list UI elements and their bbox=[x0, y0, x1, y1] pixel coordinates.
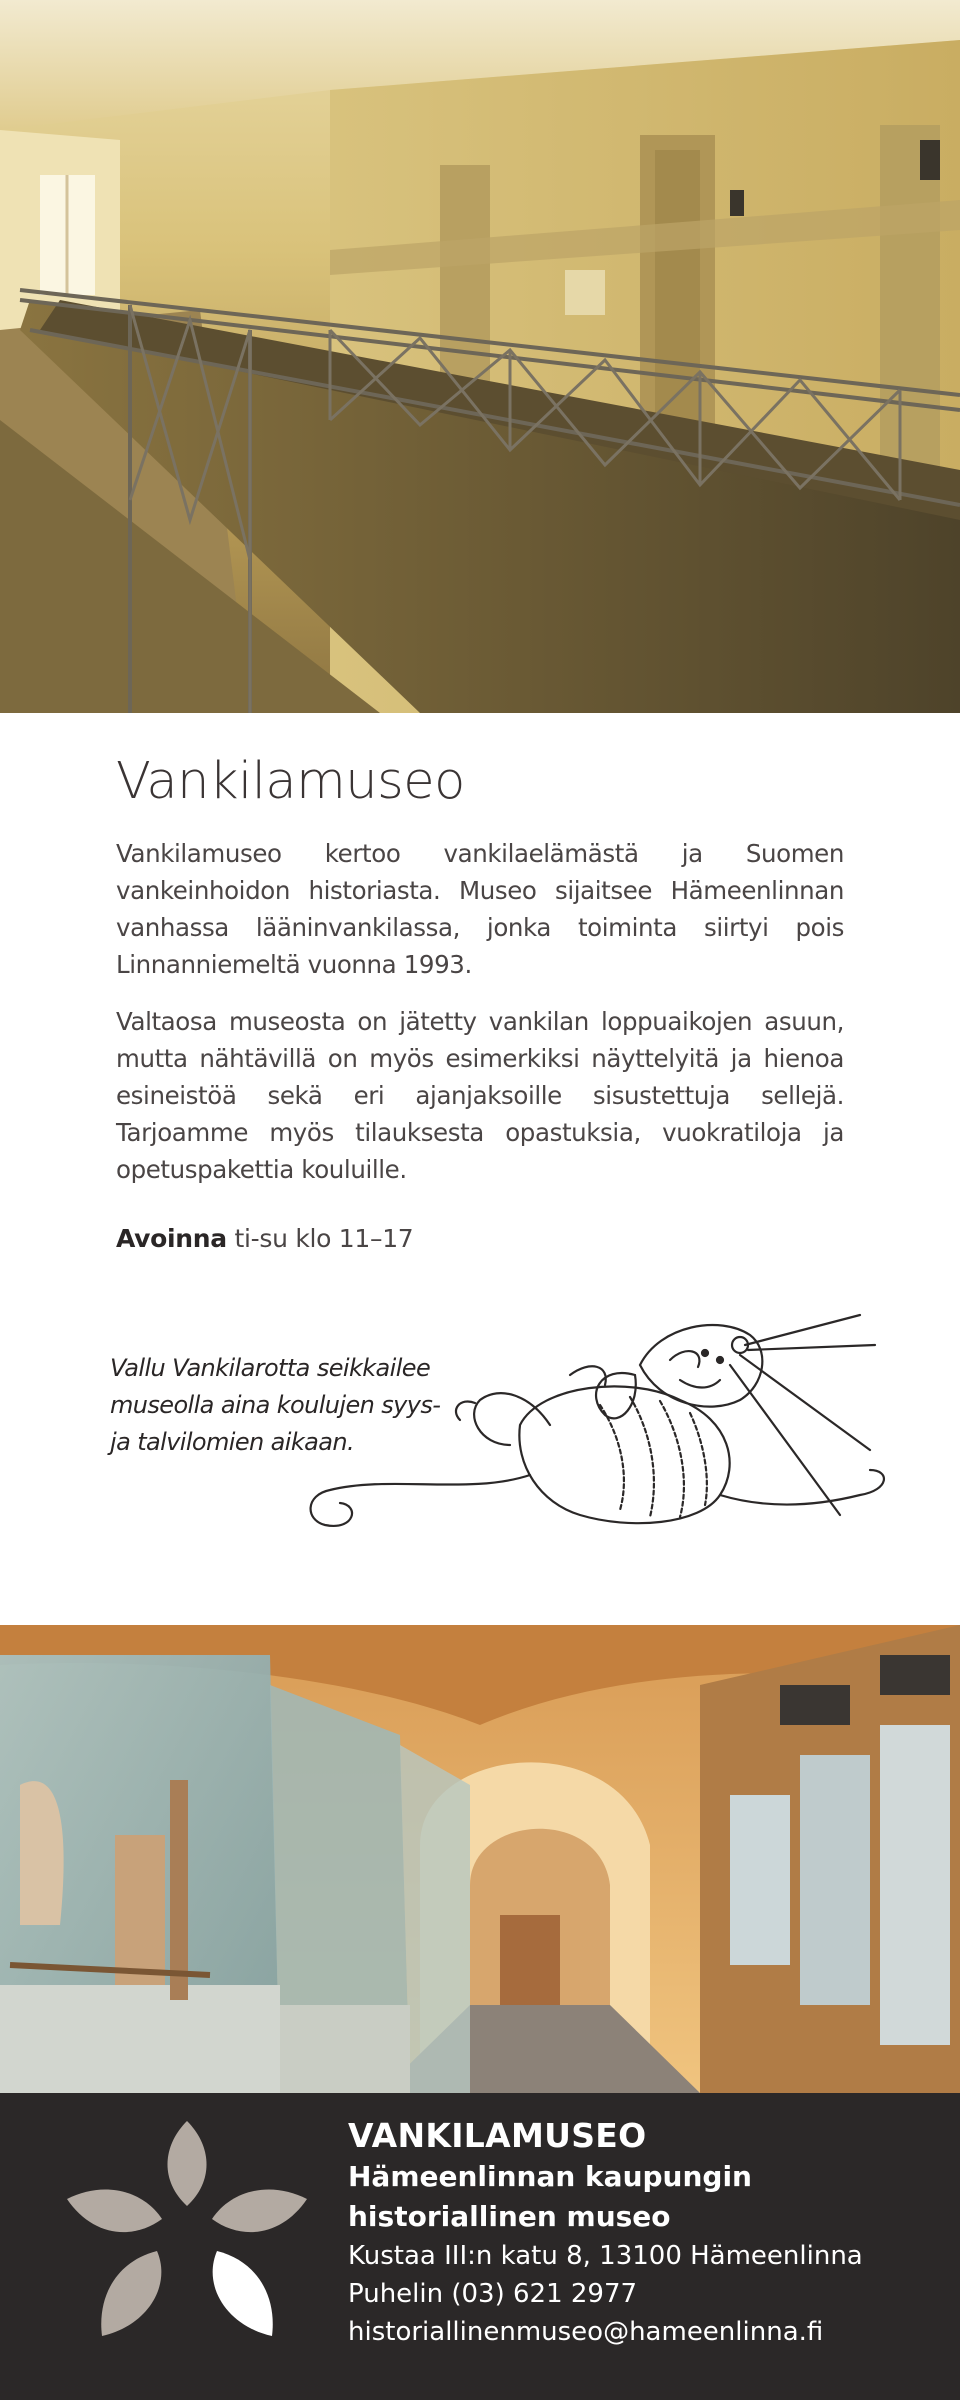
opening-hours-value: ti-su klo 11–17 bbox=[234, 1224, 414, 1253]
intro-paragraph: Vankilamuseo kertoo vankilaelämästä ja Suomen vankeinhoidon historiasta. Museo sijaitsee Hämeenlinnan vanhassa lääninvankilassa, jonka toiminta siirtyi pois Linnanniemeltä vuonna 1993. bbox=[116, 839, 844, 979]
opening-hours bbox=[116, 1224, 844, 1253]
footer-subtitle: Hämeenlinnan kaupungin bbox=[348, 2160, 752, 2193]
exhibition-corridor-photo bbox=[0, 1625, 960, 2093]
opening-hours-label: Avoinna bbox=[116, 1224, 227, 1253]
footer-contact bbox=[348, 2115, 863, 2351]
rat-caption-line: ja talvilomien aikaan. bbox=[110, 1428, 354, 1456]
footer bbox=[0, 2093, 960, 2400]
footer-address: Kustaa III:n katu 8, 13100 Hämeenlinna bbox=[348, 2241, 863, 2271]
rat-illustration bbox=[300, 1305, 910, 1585]
main-content bbox=[116, 740, 844, 1253]
footer-email-link[interactable]: historiallinenmuseo@hameenlinna.fi bbox=[348, 2317, 824, 2347]
rat-caption-line: museolla aina koulujen syys- bbox=[110, 1391, 441, 1419]
page-title: Vankilamuseo bbox=[116, 752, 465, 811]
footer-title: VANKILAMUSEO bbox=[348, 2116, 647, 2155]
rat-caption-line: Vallu Vankilarotta seikkailee bbox=[110, 1354, 431, 1382]
description-paragraph: Valtaosa museosta on jätetty vankilan loppuaikojen asuun, mutta nähtävillä on myös esimerkiksi näyttelyitä ja hienoa esineistöä sekä eri ajanjaksoille sisustettuja sellejä. Tarjoamme myös tilauksesta opastuksia, vuokratiloja ja opetuspakettia kouluille. bbox=[116, 1007, 844, 1184]
footer-phone: Puhelin (03) 621 2977 bbox=[348, 2279, 638, 2309]
prison-corridor-photo bbox=[0, 0, 960, 713]
museum-logo bbox=[62, 2111, 312, 2351]
footer-subtitle: historiallinen museo bbox=[348, 2200, 671, 2233]
